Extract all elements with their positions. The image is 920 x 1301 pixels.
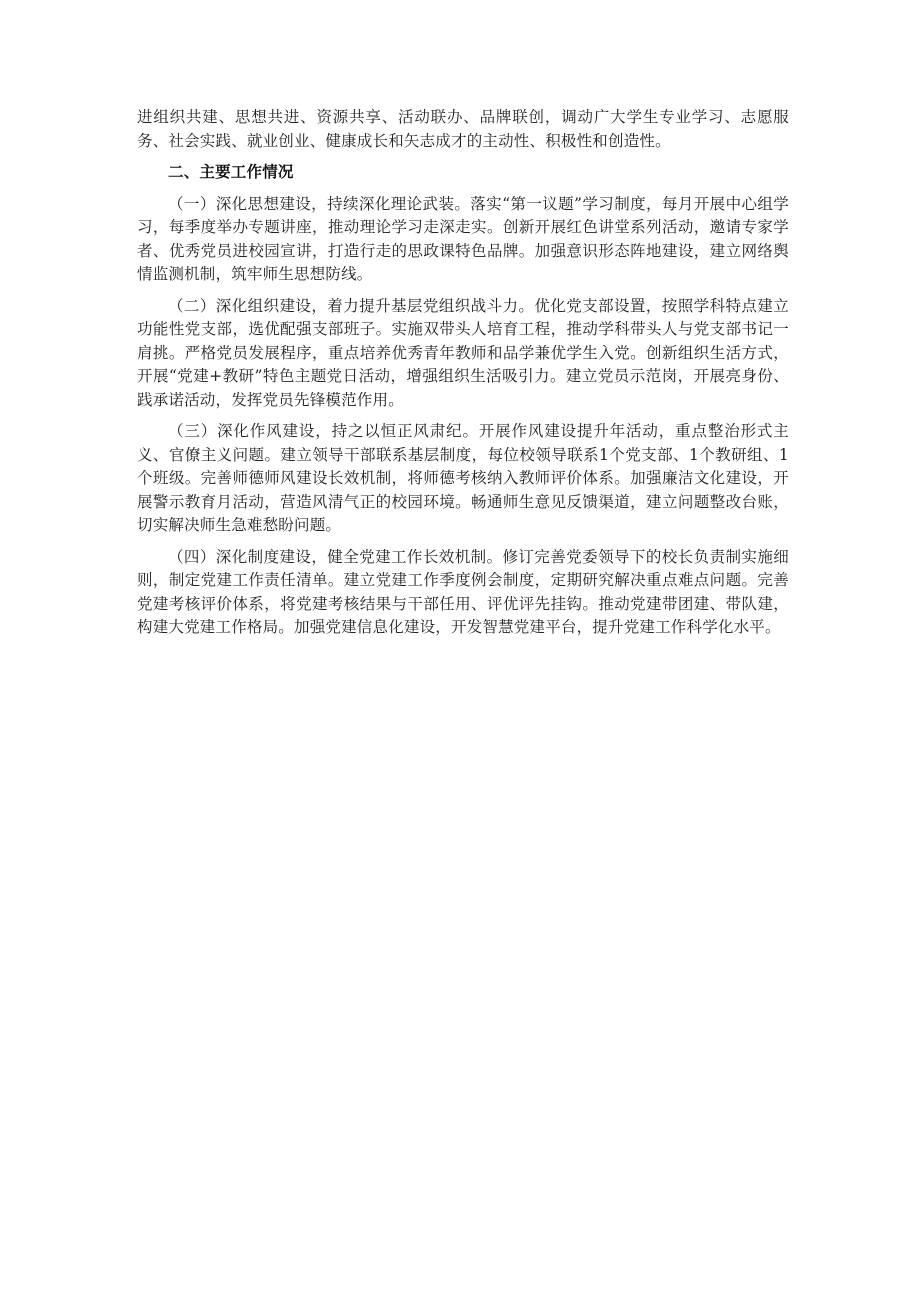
paragraph-organization: （二）深化组织建设，着力提升基层党组织战斗力。优化党支部设置，按照学科特点建立功能性党支部，选优配强支部班子。实施双带头人培育工程，推动学科带头人与党支部书记一肩挑。严格党员发展程序，重点培养优秀青年教师和品学兼优学生入党。创新组织生活方式，开展“党建+教研”特色主题党日活动，增强组织生活吸引力。建立党员示范岗，开展亮身份、践承诺活动，发挥党员先锋模范作用。 bbox=[137, 296, 789, 409]
section-heading: 二、主要工作情况 bbox=[168, 163, 294, 181]
paragraph-ideology: （一）深化思想建设，持续深化理论武装。落实“第一议题”学习制度，每月开展中心组学习，每季度举办专题讲座，推动理论学习走深走实。创新开展红色讲堂系列活动，邀请专家学者、优秀党员进校园宣讲，打造行走的思政课特色品牌。加强意识形态阵地建设，建立网络舆情监测机制，筑牢师生思想防线。 bbox=[137, 194, 789, 283]
document-body bbox=[137, 106, 789, 648]
paragraph-system: （四）深化制度建设，健全党建工作长效机制。修订完善党委领导下的校长负责制实施细则，制定党建工作责任清单。建立党建工作季度例会制度，定期研究解决重点难点问题。完善党建考核评价体系，将党建考核结果与干部任用、评优评先挂钩。推动党建带团建、带队建，构建大党建工作格局。加强党建信息化建设，开发智慧党建平台，提升党建工作科学化水平。 bbox=[137, 547, 789, 636]
intro-paragraph: 进组织共建、思想共进、资源共享、活动联办、品牌联创，调动广大学生专业学习、志愿服务、社会实践、就业创业、健康成长和矢志成才的主动性、积极性和创造性。 bbox=[137, 108, 789, 150]
paragraph-conduct: （三）深化作风建设，持之以恒正风肃纪。开展作风建设提升年活动，重点整治形式主义、官僚主义问题。建立领导干部联系基层制度，每位校领导联系1个党支部、1个教研组、1个班级。完善师德师风建设长效机制，将师德考核纳入教师评价体系。加强廉洁文化建设，开展警示教育月活动，营造风清气正的校园环境。畅通师生意见反馈渠道，建立问题整改台账，切实解决师生急难愁盼问题。 bbox=[137, 422, 789, 534]
